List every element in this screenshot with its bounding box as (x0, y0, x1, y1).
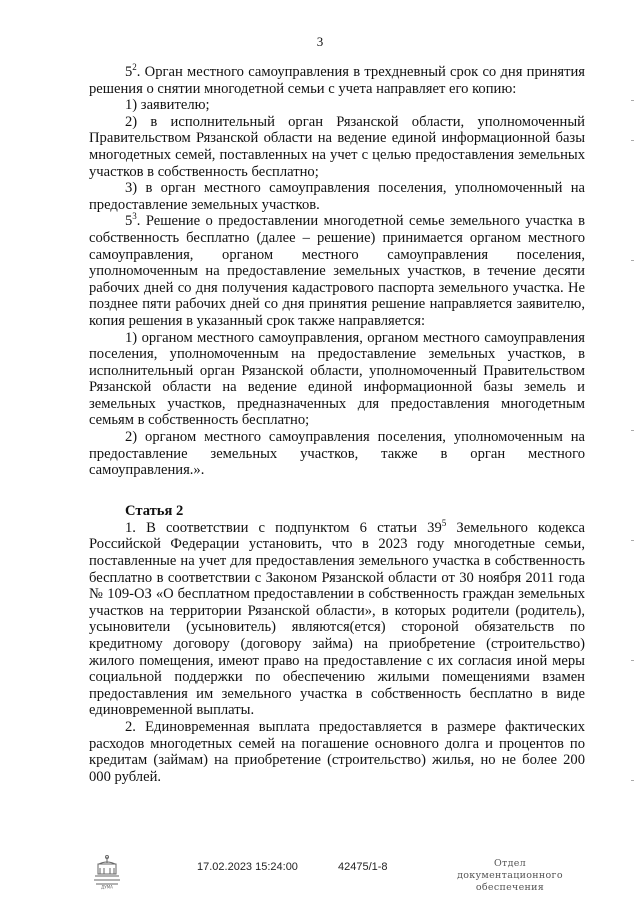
list-item: 3) в орган местного самоуправления поселения, уполномоченный на предоставление земельных участков. (89, 180, 585, 213)
list-item: 2) органом местного самоуправления поселения, уполномоченным на предоставление земельных участков, также в орган местного самоуправления.». (89, 429, 585, 479)
footer (0, 858, 640, 898)
paragraph-text: 1. В соответствии с подпунктом 6 статьи 39 (125, 519, 442, 536)
svg-text:ДУМА: ДУМА (101, 884, 113, 890)
paragraph-text: . Решение о предоставлении многодетной семье земельного участка в собственность бесплатно (далее – решение) принимается органом местного самоуправления, органом местного самоуправления поселения, уполномоченным на предоставление земельных участков, в течение десяти рабочих дней со дня получения кадастрового паспорта земельного участка. Не позднее пяти рабочих дней со дня принятия решение направляется заявителю, копия решения в указанный срок также направляется: (89, 213, 585, 329)
spacer (89, 479, 585, 491)
paragraph-number: 5 (125, 213, 133, 230)
margin-marks (624, 100, 634, 800)
paragraph-5-2 (89, 64, 585, 97)
paragraph-superscript: 5 (441, 517, 447, 528)
document-body (89, 64, 585, 785)
paragraph-text: . Орган местного самоуправления в трехдневный срок со дня принятия решения о снятии многодетной семьи с учета направляет его копию: (89, 64, 585, 97)
article-paragraph-2: 2. Единовременная выплата предоставляется в размере фактических расходов многодетных семей на погашение основного долга и процентов по кредитам (займам) на приобретение (строительство) жилья, но не более 200 000 рублей. (89, 718, 585, 785)
article-paragraph-1 (89, 517, 585, 719)
article-title: Статья 2 (125, 502, 184, 519)
registration-number: 42475/1-8 (338, 861, 388, 873)
emblem-icon (90, 854, 124, 890)
paragraph-superscript: 2 (132, 62, 137, 73)
page-number: 3 (316, 34, 324, 49)
paragraph-5-3 (89, 213, 585, 329)
department-stamp-line: обеспечения (475, 882, 545, 893)
paragraph-text: Земельного кодекса Российской Федерации установить, что в 2023 году многодетные семьи, поставленные на учет для предоставления земельного участка в собственность бесплатно в соответствии с Законом Рязанской области от 30 ноября 2011 года № 109-ОЗ «О бесплатном предоставлении в собственность граждан земельных участков на территории Рязанской области», в которых родители (родитель), усыновители (усыновитель) являются(ется) стороной обязательств по кредитному договору (договору займа) на приобретение (строительство) жилого помещения, имеют право на предоставление с их согласия иной меры социальной поддержки по обеспечению жилыми помещениями взамен предоставления им земельного участка в собственность бесплатно в виде единовременной выплаты. (89, 519, 585, 719)
paragraph-superscript: 3 (132, 211, 137, 222)
list-item: 1) органом местного самоуправления, органом местного самоуправления поселения, уполномоченным на предоставление земельных участков, в исполнительный орган Рязанской области, уполномоченный Правительством Рязанской области на ведение единой информационной базы земель и земельных участков, предназначенных для предоставления многодетным семьям в собственность бесплатно; (89, 329, 585, 429)
list-item: 1) заявителю; (125, 97, 210, 114)
department-stamp (440, 858, 580, 894)
department-stamp-line: Отдел документационного (457, 858, 563, 881)
spacer (89, 491, 585, 503)
registration-datetime: 17.02.2023 15:24:00 (197, 861, 298, 873)
list-item: 2) в исполнительный орган Рязанской области, уполномоченный Правительством Рязанской области на ведение единой информационной базы многодетных семей, поставленных на учет с целью предоставления земельных участков в собственность бесплатно; (89, 113, 585, 180)
paragraph-number: 5 (125, 64, 133, 80)
